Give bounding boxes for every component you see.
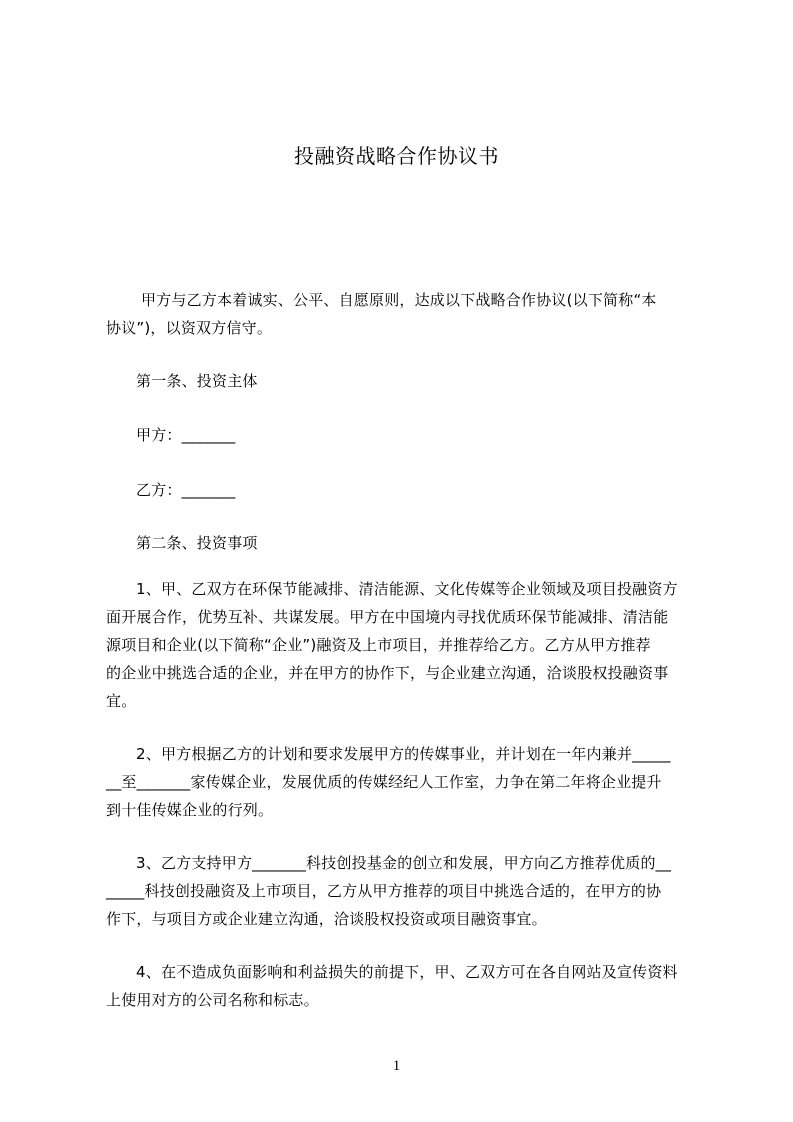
- item-2-line-2: __至_______家传媒企业，发展优质的传媒经纪人工作室，力争在第二年将企业提升: [106, 773, 662, 791]
- intro-line-2: 协议”)，以资双方信守。: [106, 319, 273, 337]
- item-3-line-2: _____科技创投融资及上市项目，乙方从甲方推荐的项目中挑选合适的，在甲方的协: [106, 882, 662, 900]
- item-2-line-1: 2、甲方根据乙方的计划和要求发展甲方的传媒事业，并计划在一年内兼并_____: [136, 745, 671, 763]
- item-1-line-2: 面开展合作，优势互补、共谋发展。甲方在中国境内寻找优质环保节能减排、清洁能: [106, 608, 669, 626]
- article-1-heading: 第一条、投资主体: [136, 372, 258, 390]
- article-2-heading: 第二条、投资事项: [136, 534, 258, 552]
- item-3-line-3: 作下，与项目方或企业建立沟通，洽谈股权投资或项目融资事宜。: [106, 910, 547, 928]
- item-2-line-3: 到十佳传媒企业的行列。: [106, 801, 274, 819]
- item-1-line-1: 1、甲、乙双方在环保节能减排、清洁能源、文化传媒等企业领域及项目投融资方: [136, 580, 678, 598]
- item-1-line-5: 宜。: [106, 692, 137, 710]
- item-1-line-4: 的企业中挑选合适的企业，并在甲方的协作下，与企业建立沟通，洽谈股权投融资事: [106, 664, 669, 682]
- party-b-field: 乙方：_______: [136, 481, 236, 499]
- party-a-field: 甲方：_______: [136, 426, 236, 444]
- intro-line-1: 甲方与乙方本着诚实、公平、自愿原则，达成以下战略合作协议(以下简称“本: [141, 291, 657, 309]
- item-4-line-1: 4、在不造成负面影响和利益损失的前提下，甲、乙双方可在各自网站及宣传资料: [136, 963, 678, 981]
- document-title: 投融资战略合作协议书: [294, 144, 499, 168]
- item-1-line-3: 源项目和企业(以下简称“企业”)融资及上市项目，并推荐给乙方。乙方从甲方推荐: [106, 636, 651, 654]
- page-number: 1: [392, 1058, 401, 1074]
- item-3-line-1: 3、乙方支持甲方_______科技创投基金的创立和发展，甲方向乙方推荐优质的__: [136, 854, 672, 872]
- item-4-line-2: 上使用对方的公司名称和标志。: [106, 991, 319, 1009]
